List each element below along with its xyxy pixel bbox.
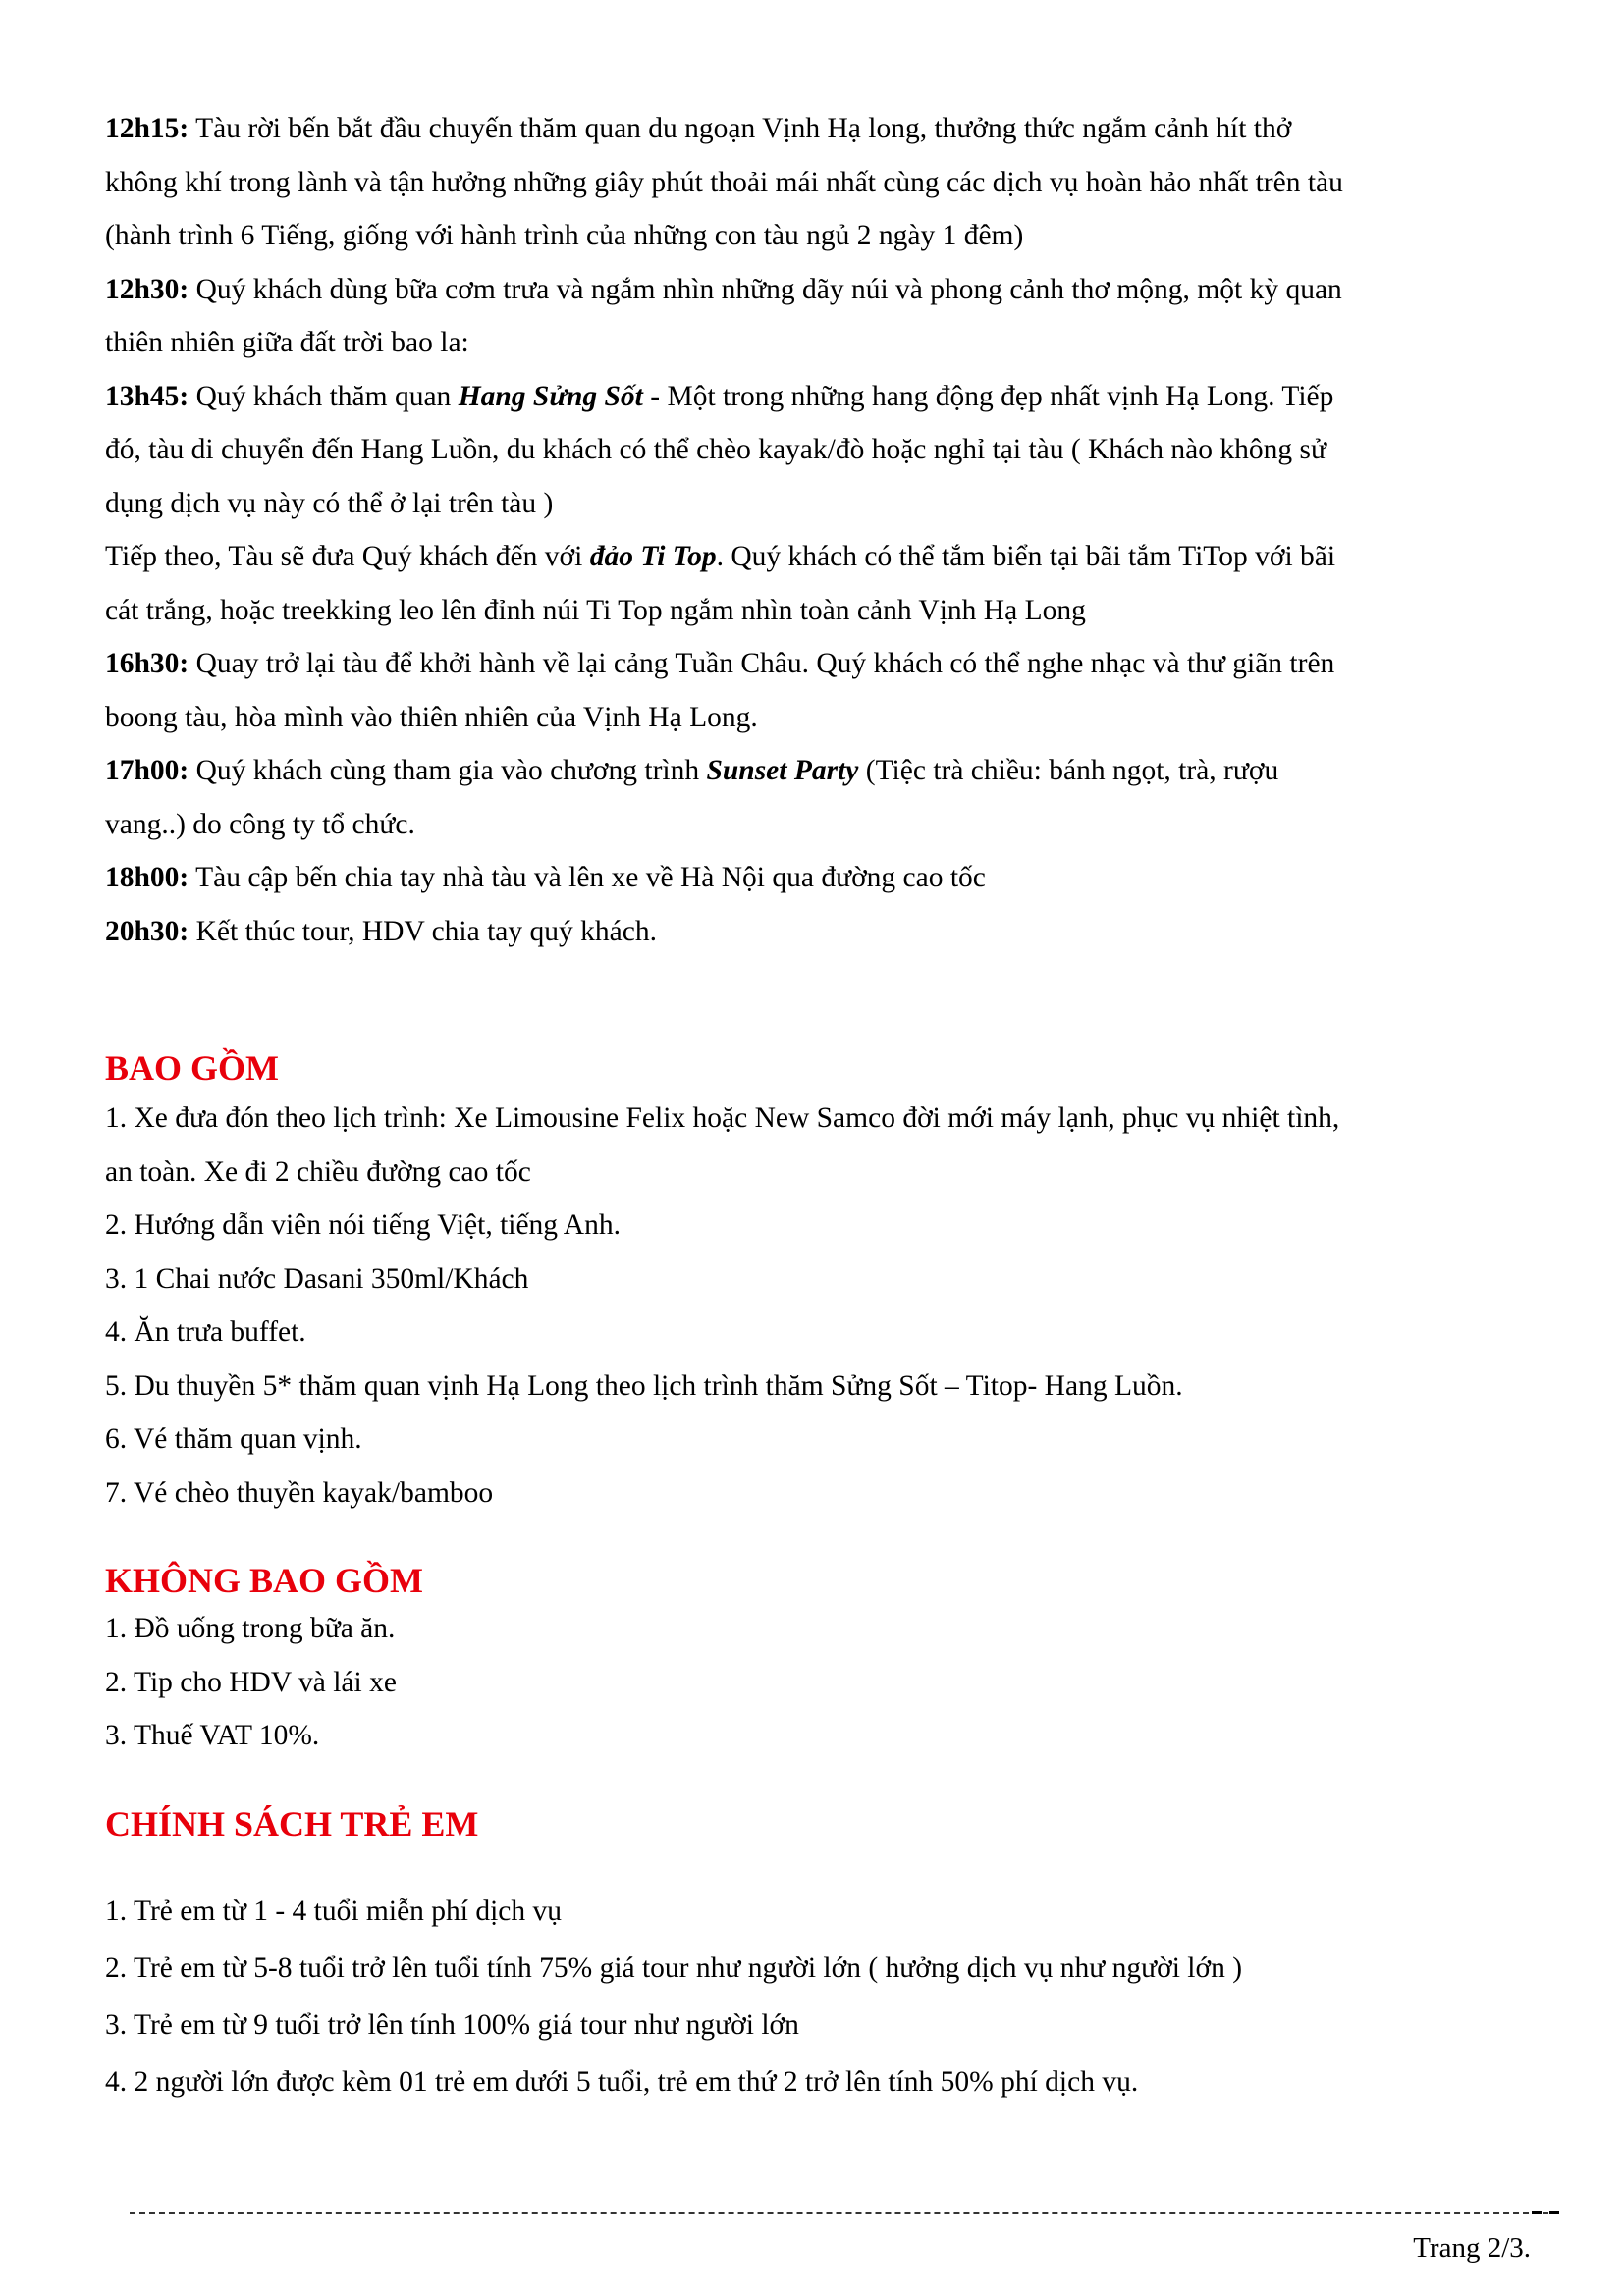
itinerary-text: Tàu cập bến chia tay nhà tàu và lên xe về Hà Nội qua đường cao tốc — [189, 862, 986, 893]
itinerary-text: dụng dịch vụ này có thể ở lại trên tàu ) — [105, 487, 554, 519]
itinerary-line — [105, 316, 1529, 370]
itinerary-line — [105, 102, 1529, 156]
list-item: 4. Ăn trưa buffet. — [105, 1316, 306, 1348]
included-list — [105, 1092, 1529, 1520]
itinerary-entry-1215 — [105, 102, 1529, 263]
itinerary-text: Quay trở lại tàu để khởi hành về lại cảng Tuần Châu. Quý khách có thể nghe nhạc và thư giãn trên — [189, 648, 1335, 679]
itinerary-text: đó, tàu di chuyển đến Hang Luồn, du khách có thể chèo kayak/đò hoặc nghỉ tại tàu ( Khách nào không sử — [105, 434, 1326, 465]
itinerary-line — [105, 905, 1529, 959]
time-label: 12h15: — [105, 113, 189, 144]
itinerary-entry-1700 — [105, 744, 1529, 851]
list-item: 1. Xe đưa đón theo lịch trình: Xe Limousine Felix hoặc New Samco đời mới máy lạnh, phục vụ nhiệt tình, — [105, 1102, 1340, 1134]
itinerary-text: cát trắng, hoặc treekking leo lên đỉnh núi Ti Top ngắm nhìn toàn cảnh Vịnh Hạ Long — [105, 594, 1086, 626]
time-label: 13h45: — [105, 380, 189, 412]
itinerary-line — [105, 423, 1529, 477]
child-policy-heading: CHÍNH SÁCH TRẺ EM — [105, 1803, 479, 1843]
itinerary-line — [105, 851, 1529, 905]
itinerary-line — [105, 691, 1529, 745]
itinerary-line — [105, 263, 1529, 317]
list-item: 2. Trẻ em từ 5-8 tuổi trở lên tuổi tính 75% giá tour như người lớn ( hưởng dịch vụ như người lớn ) — [105, 1951, 1243, 1984]
itinerary-text: Kết thúc tour, HDV chia tay quý khách. — [189, 915, 657, 947]
list-item: 7. Vé chèo thuyền kayak/bamboo — [105, 1476, 494, 1509]
excluded-list — [105, 1602, 1529, 1763]
list-item: 3. 1 Chai nước Dasani 350ml/Khách — [105, 1262, 529, 1295]
itinerary-text: . Quý khách có thể tắm biển tại bãi tắm TiTop với bãi — [716, 541, 1336, 572]
list-item: 3. Thuế VAT 10%. — [105, 1720, 320, 1751]
child-policy-section — [105, 1802, 1529, 2110]
place-name-hang-sung-sot: Hang Sửng Sốt — [458, 380, 643, 412]
itinerary-text: Quý khách dùng bữa cơm trưa và ngắm nhìn những dãy núi và phong cảnh thơ mộng, một kỳ quan — [189, 273, 1342, 305]
time-label: 18h00: — [105, 862, 189, 893]
itinerary-text: Tiếp theo, Tàu sẽ đưa Quý khách đến với — [105, 541, 590, 572]
itinerary-line — [105, 637, 1529, 691]
itinerary-text: (Tiệc trà chiều: bánh ngọt, trà, rượu — [858, 755, 1279, 786]
list-item: 2. Hướng dẫn viên nói tiếng Việt, tiếng Anh. — [105, 1209, 621, 1241]
list-item: 1. Trẻ em từ 1 - 4 tuổi miễn phí dịch vụ — [105, 1895, 563, 1927]
itinerary-text: vang..) do công ty tổ chức. — [105, 808, 415, 840]
place-name-ti-top: đảo Ti Top — [589, 541, 717, 572]
itinerary-text: không khí trong lành và tận hưởng những giây phút thoải mái nhất cùng các dịch vụ hoàn hảo nhất trên tàu — [105, 166, 1343, 198]
itinerary-text: - Một trong những hang động đẹp nhất vịnh Hạ Long. Tiếp — [642, 380, 1334, 412]
itinerary-section — [105, 102, 1529, 958]
itinerary-entry-1800 — [105, 851, 1529, 905]
itinerary-line — [105, 584, 1529, 638]
itinerary-text: thiên nhiên giữa đất trời bao la: — [105, 327, 469, 358]
itinerary-line — [105, 798, 1529, 852]
itinerary-entry-1630 — [105, 637, 1529, 744]
included-heading: BAO GỒM — [105, 1048, 279, 1088]
list-item: an toàn. Xe đi 2 chiều đường cao tốc — [105, 1155, 531, 1188]
itinerary-text: Quý khách thăm quan — [189, 380, 459, 412]
itinerary-line — [105, 744, 1529, 798]
itinerary-text: Quý khách cùng tham gia vào chương trình — [189, 755, 707, 786]
itinerary-line — [105, 370, 1529, 424]
time-label: 12h30: — [105, 273, 189, 305]
itinerary-entry-titop — [105, 530, 1529, 637]
itinerary-entry-2030 — [105, 905, 1529, 959]
itinerary-line — [105, 209, 1529, 263]
event-name-sunset-party: Sunset Party — [706, 755, 859, 786]
footer-divider-end — [1532, 2211, 1563, 2214]
itinerary-text: boong tàu, hòa mình vào thiên nhiên của Vịnh Hạ Long. — [105, 701, 758, 733]
itinerary-line — [105, 477, 1529, 531]
excluded-section — [105, 1559, 1529, 1763]
time-label: 17h00: — [105, 755, 189, 786]
itinerary-text: (hành trình 6 Tiếng, giống với hành trình của những con tàu ngủ 2 ngày 1 đêm) — [105, 220, 1024, 251]
list-item: 3. Trẻ em từ 9 tuổi trở lên tính 100% giá tour như người lớn — [105, 2008, 799, 2041]
itinerary-line — [105, 530, 1529, 584]
page-number: Trang 2/3. — [1413, 2232, 1531, 2264]
itinerary-entry-1345 — [105, 370, 1529, 531]
list-item: 6. Vé thăm quan vịnh. — [105, 1423, 362, 1455]
time-label: 16h30: — [105, 648, 189, 679]
included-section — [105, 1046, 1529, 1520]
list-item: 5. Du thuyền 5* thăm quan vịnh Hạ Long theo lịch trình thăm Sửng Sốt – Titop- Hang Luồn. — [105, 1369, 1183, 1402]
list-item: 4. 2 người lớn được kèm 01 trẻ em dưới 5 tuổi, trẻ em thứ 2 trở lên tính 50% phí dịch vụ. — [105, 2065, 1139, 2098]
itinerary-line — [105, 156, 1529, 210]
itinerary-entry-1230 — [105, 263, 1529, 370]
list-item: 1. Đồ uống trong bữa ăn. — [105, 1613, 396, 1644]
child-policy-list — [105, 1883, 1529, 2110]
list-item: 2. Tip cho HDV và lái xe — [105, 1666, 397, 1698]
footer-divider — [130, 2212, 1558, 2214]
document-page — [105, 102, 1529, 2110]
itinerary-text: Tàu rời bến bắt đầu chuyến thăm quan du ngoạn Vịnh Hạ long, thưởng thức ngắm cảnh hít thở — [189, 113, 1292, 144]
time-label: 20h30: — [105, 915, 189, 947]
excluded-heading: KHÔNG BAO GỒM — [105, 1561, 423, 1600]
